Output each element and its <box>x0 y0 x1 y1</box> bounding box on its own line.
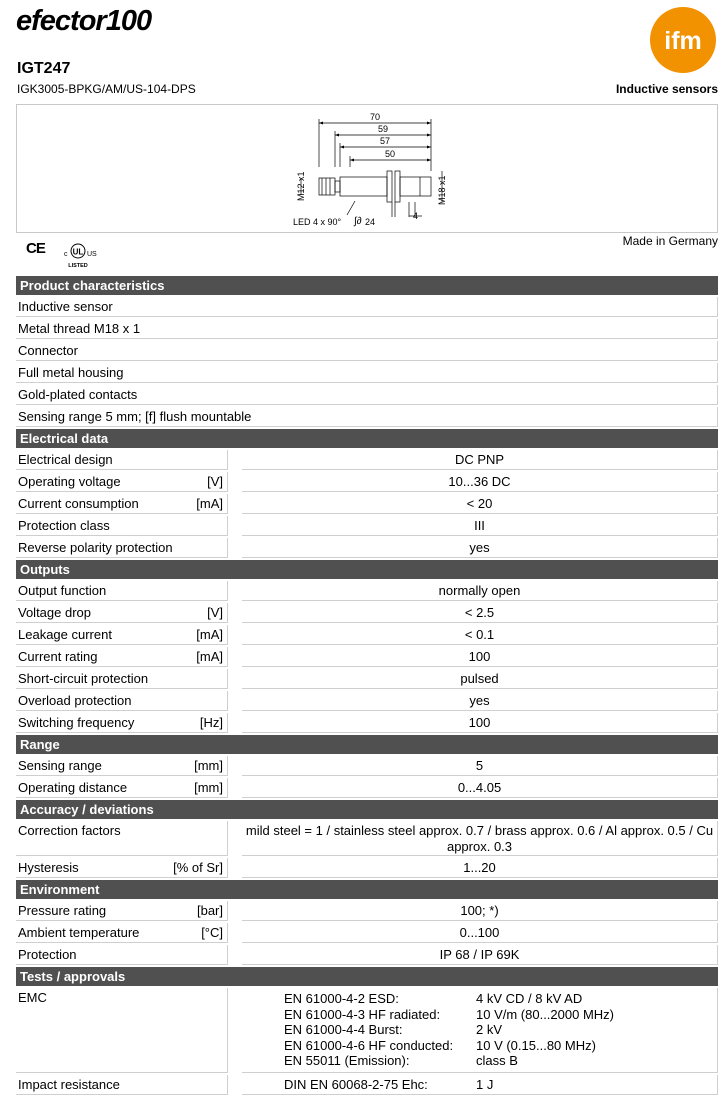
svg-text:c: c <box>64 251 68 258</box>
ifm-logo <box>650 7 716 73</box>
section-header-outputs: Outputs <box>16 560 718 579</box>
section-header-accuracy: Accuracy / deviations <box>16 800 718 819</box>
spec-row: Current rating [mA] 100 <box>16 647 718 667</box>
dim-m12-thread: M12 x1 <box>296 171 306 201</box>
spec-row: Sensing range [mm] 5 <box>16 756 718 776</box>
brand-wordmark: efector100 <box>16 6 152 36</box>
spec-row: Correction factors mild steel = 1 / stainless steel approx. 0.7 / brass approx. 0.6 / Al approx. 0.5 / Cu approx. 0.3 <box>16 821 718 856</box>
spec-row: Switching frequency [Hz] 100 <box>16 713 718 733</box>
dim-overall-length: 70 <box>369 112 381 122</box>
made-in-germany: Made in Germany <box>622 234 718 248</box>
impact-row: Impact resistance DIN EN 60068-2-75 Ehc: 1 J <box>16 1075 718 1095</box>
wrench-icon: ∫∂ <box>354 216 362 227</box>
section-header-range: Range <box>16 735 718 754</box>
emc-test-line: EN 61000-4-4 Burst: 2 kV <box>284 1022 503 1037</box>
spec-row: Hysteresis [% of Sr] 1...20 <box>16 858 718 878</box>
ce-mark: CE <box>26 240 45 257</box>
ifm-logo-text: ifm <box>664 27 702 55</box>
emc-row: EMC EN 61000-4-2 ESD: 4 kV CD / 8 kV AD EN 61000-4-3 HF radiated: 10 V/m (80...2000 MHz) EN 61000-4-4 Burst: 2 kV EN 61000-4-6 HF conducted: 10 V (0.15...80 MHz) EN 55011 (Emission): class B <box>16 988 718 1073</box>
article-number: IGK3005-BPKG/AM/US-104-DPS <box>17 82 196 96</box>
spec-row: Pressure rating [bar] 100; *) <box>16 901 718 921</box>
svg-text:LISTED: LISTED <box>68 263 88 268</box>
spec-row: Protection class III <box>16 516 718 536</box>
product-category: Inductive sensors <box>615 82 718 96</box>
feature-row: Full metal housing <box>16 363 718 383</box>
efector-brand-logo <box>16 6 210 36</box>
feature-row: Metal thread M18 x 1 <box>16 319 718 339</box>
svg-text:US: US <box>87 251 97 258</box>
spec-row: Electrical design DC PNP <box>16 450 718 470</box>
section-header-tests: Tests / approvals <box>16 967 718 986</box>
dimension-drawing <box>16 104 718 233</box>
nut-thickness: 4 <box>413 211 419 221</box>
product-model: IGT247 <box>17 60 71 77</box>
section-header-product: Product characteristics <box>16 276 718 295</box>
spec-row: Overload protection yes <box>16 691 718 711</box>
spec-row: Current consumption [mA] < 20 <box>16 494 718 514</box>
wrench-size: 24 <box>365 217 376 227</box>
spec-row: Operating distance [mm] 0...4.05 <box>16 778 718 798</box>
spec-row: Voltage drop [V] < 2.5 <box>16 603 718 623</box>
ul-listed-mark <box>62 238 106 273</box>
spec-row: Reverse polarity protection yes <box>16 538 718 558</box>
spec-row: Output function normally open <box>16 581 718 601</box>
feature-row: Sensing range 5 mm; [f] flush mountable <box>16 407 718 427</box>
feature-row: Connector <box>16 341 718 361</box>
feature-row: Gold-plated contacts <box>16 385 718 405</box>
feature-row: Inductive sensor <box>16 297 718 317</box>
spec-row: Short-circuit protection pulsed <box>16 669 718 689</box>
specification-table <box>16 276 718 1095</box>
emc-test-line: EN 55011 (Emission): class B <box>284 1053 518 1068</box>
spec-row: Protection IP 68 / IP 69K <box>16 945 718 965</box>
brand-wordmark-icon <box>16 6 210 36</box>
section-header-environment: Environment <box>16 880 718 899</box>
section-header-electrical: Electrical data <box>16 429 718 448</box>
dim-length-59: 59 <box>377 124 389 134</box>
emc-test-line: EN 61000-4-2 ESD: 4 kV CD / 8 kV AD <box>284 991 583 1006</box>
dim-m18-thread: M18 x1 <box>437 175 447 205</box>
emc-test-line: EN 61000-4-3 HF radiated: 10 V/m (80...2000 MHz) <box>284 1006 614 1022</box>
spec-row: Ambient temperature [°C] 0...100 <box>16 923 718 943</box>
dim-thread-length: 50 <box>384 149 396 159</box>
dim-length-57: 57 <box>379 136 391 146</box>
led-label: LED 4 x 90° <box>293 217 342 227</box>
emc-test-line: EN 61000-4-6 HF conducted: 10 V (0.15...80 MHz) <box>284 1037 596 1053</box>
spec-row: Operating voltage [V] 10...36 DC <box>16 472 718 492</box>
svg-text:UL: UL <box>72 247 84 257</box>
spec-row: Leakage current [mA] < 0.1 <box>16 625 718 645</box>
